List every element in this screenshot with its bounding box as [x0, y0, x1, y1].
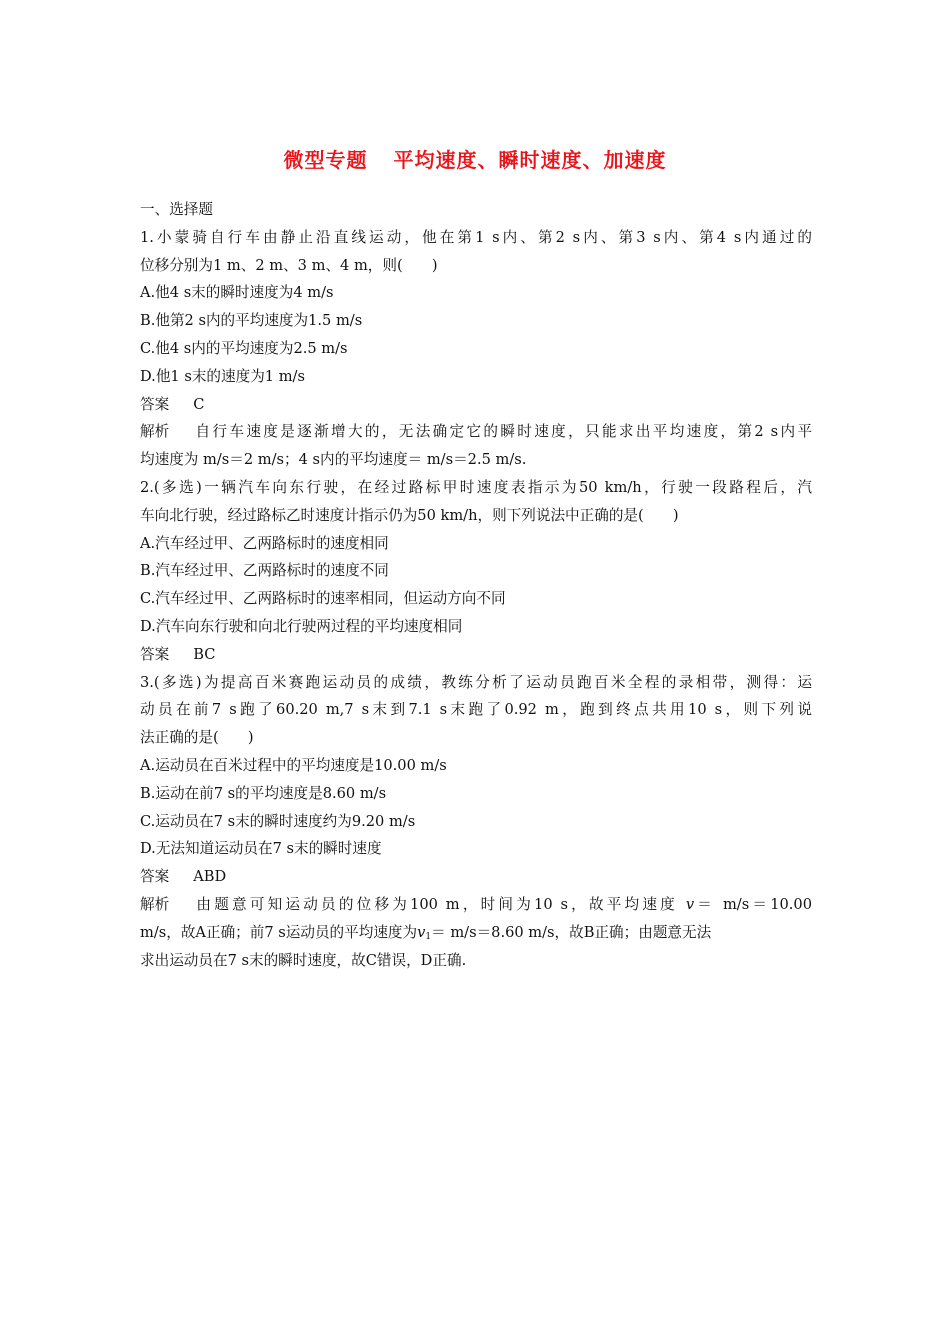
q1-option-a: A.他4 s末的瞬时速度为4 m/s — [140, 284, 334, 302]
q3-analysis-text-2b: ＝ m/s＝8.60 m/s，故B正确；由题意无法 — [431, 923, 712, 941]
q2-option-a: A.汽车经过甲、乙两路标时的速度相同 — [140, 534, 389, 552]
q2-option-d: D.汽车向东行驶和向北行驶两过程的平均速度相同 — [140, 617, 463, 635]
section-heading: 一、选择题 — [140, 201, 213, 218]
q3-answer — [140, 863, 812, 891]
q2-stem-line-2: 车向北行驶，经过路标乙时速度计指示仍为50 km/h，则下列说法中正确的是( ) — [140, 506, 679, 524]
q3-stem-line-3: 法正确的是( ) — [140, 729, 254, 747]
answer-value: ABD — [193, 868, 227, 886]
answer-value: BC — [193, 645, 216, 663]
q3-option-d: D.无法知道运动员在7 s末的瞬时速度 — [140, 840, 382, 858]
q3-stem-line-2: 动员在前7 s跑了60.20 m,7 s末到7.1 s末跑了0.92 m，跑到终点共用10 s，则下列说 — [140, 701, 812, 719]
q3-stem-line-1: 3.(多选)为提高百米赛跑运动员的成绩，教练分析了运动员跑百米全程的录相带，测得：运 — [140, 673, 812, 691]
q3-analysis-line-3: 求出运动员在7 s末的瞬时速度，故C错误，D正确. — [140, 951, 467, 969]
q3-analysis-text-1a: 由题意可知运动员的位移为100 m，时间为10 s，故平均速度 — [193, 895, 678, 913]
q1-stem-line-1: 1.小蒙骑自行车由静止沿直线运动，他在第1 s内、第2 s内、第3 s内、第4 s内通过的 — [140, 228, 812, 246]
q1-analysis-line-2: 均速度为 m/s＝2 m/s；4 s内的平均速度＝ m/s＝2.5 m/s. — [140, 451, 527, 469]
answer-label: 答案 — [140, 395, 170, 413]
title-part-2: 平均速度、瞬时速度、加速度 — [393, 148, 667, 172]
q3-analysis-line-2 — [140, 919, 812, 947]
q3-option-c: C.运动员在7 s末的瞬时速度约为9.20 m/s — [140, 812, 416, 830]
q1-analysis-line-1 — [140, 418, 812, 446]
q2-option-c: C.汽车经过甲、乙两路标时的速率相同，但运动方向不同 — [140, 590, 506, 608]
q2-answer — [140, 641, 812, 669]
q1-stem-line-2: 位移分别为1 m、2 m、3 m、4 m，则( ) — [140, 256, 438, 274]
q3-option-a: A.运动员在百米过程中的平均速度是10.00 m/s — [140, 756, 447, 774]
page-title — [0, 144, 950, 173]
q1-analysis-text-1: 自行车速度是逐渐增大的，无法确定它的瞬时速度，只能求出平均速度，第2 s内平 — [193, 423, 812, 441]
document-body — [140, 196, 812, 974]
analysis-label: 解析 — [140, 423, 170, 441]
q1-answer — [140, 391, 812, 419]
analysis-label: 解析 — [140, 895, 170, 913]
q1-option-b: B.他第2 s内的平均速度为1.5 m/s — [140, 312, 363, 330]
velocity-symbol: v — [685, 895, 695, 913]
title-part-1: 微型专题 — [283, 148, 368, 172]
q3-analysis-text-1b: ＝ m/s＝10.00 — [694, 895, 812, 913]
velocity-subscript: 1 — [425, 931, 432, 942]
answer-value: C — [193, 395, 205, 413]
q3-analysis-text-2a: m/s，故A正确；前7 s运动员的平均速度为 — [140, 923, 418, 941]
q3-option-b: B.运动在前7 s的平均速度是8.60 m/s — [140, 784, 387, 802]
q2-stem-line-1: 2.(多选)一辆汽车向东行驶，在经过路标甲时速度表指示为50 km/h，行驶一段路程后，汽 — [140, 478, 812, 496]
q3-analysis-line-1 — [140, 891, 812, 919]
q1-option-c: C.他4 s内的平均速度为2.5 m/s — [140, 339, 348, 357]
q1-option-d: D.他1 s末的速度为1 m/s — [140, 367, 305, 385]
velocity-1-symbol: v — [417, 923, 426, 941]
answer-label: 答案 — [140, 868, 170, 886]
q2-option-b: B.汽车经过甲、乙两路标时的速度不同 — [140, 562, 389, 580]
answer-label: 答案 — [140, 645, 170, 663]
